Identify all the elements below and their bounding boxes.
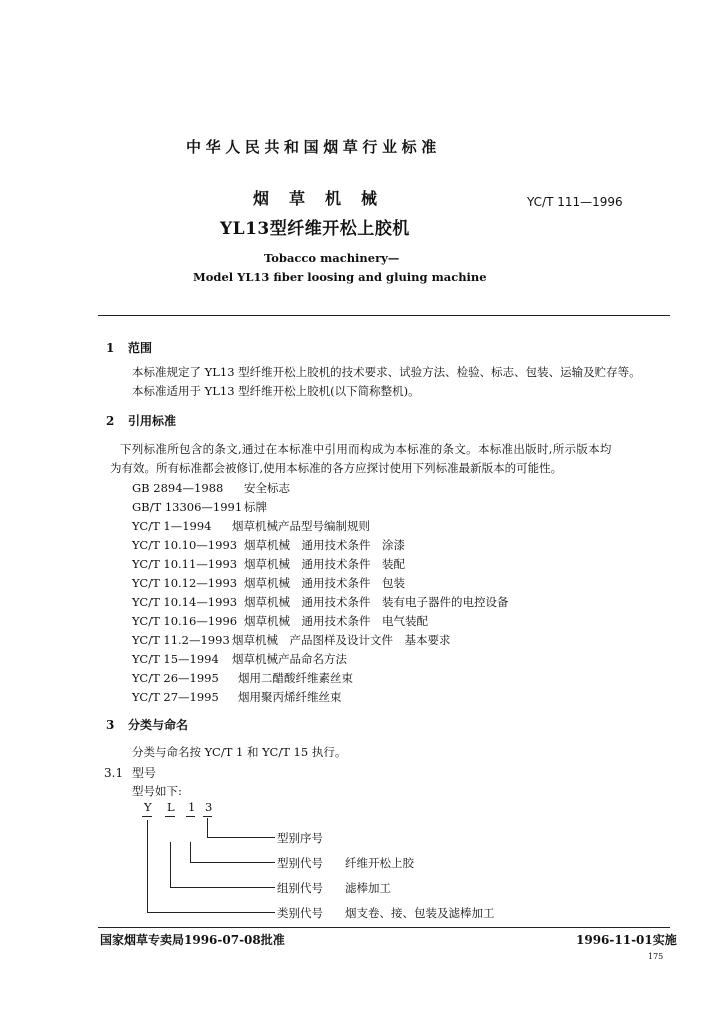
- section-number: 1: [106, 341, 115, 355]
- section-1-para-1: 本标准规定了 YL13 型纤维开松上胶机的技术要求、试验方法、检验、标志、包装、运输及贮存等。: [132, 365, 641, 379]
- reference-item: [132, 632, 451, 648]
- reference-title: 烟草机械 通用技术条件 装配: [244, 557, 405, 571]
- section-3-heading: [106, 716, 188, 733]
- document-title-machine: YL13型纤维开松上胶机: [220, 219, 410, 239]
- reference-code: YC/T 11.2—1993: [132, 633, 230, 647]
- letter-underline: [203, 816, 212, 817]
- section-2-intro-line-1: 下列标准所包含的条文,通过在本标准中引用而构成为本标准的条文。本标准出版时,所示版本均: [120, 442, 612, 456]
- reference-code: YC/T 10.16—1996: [132, 614, 238, 628]
- reference-title: 烟用二醋酸纤维素丝束: [238, 671, 353, 685]
- section-title: 引用标准: [128, 414, 177, 428]
- reference-title: 安全标志: [244, 481, 290, 495]
- section-title: 分类与命名: [128, 718, 189, 732]
- reference-code: YC/T 10.11—1993: [132, 557, 238, 571]
- model-letter: 3: [205, 800, 213, 814]
- header-divider: [98, 315, 670, 316]
- standard-number: YC/T 111—1996: [527, 195, 623, 209]
- model-intro: 型号如下:: [132, 784, 182, 798]
- document-title-category: 烟草机械: [253, 189, 398, 208]
- reference-item: [132, 670, 353, 686]
- reference-title: 烟草机械 通用技术条件 包装: [244, 576, 405, 590]
- reference-code: YC/T 26—1995: [132, 671, 219, 685]
- reference-item: [132, 556, 405, 572]
- reference-item: [132, 689, 342, 705]
- reference-title: 烟草机械产品型号编制规则: [232, 519, 370, 533]
- reference-title: 烟草机械 通用技术条件 涂漆: [244, 538, 405, 552]
- letter-underline: [142, 816, 152, 817]
- reference-code: YC/T 10.14—1993: [132, 595, 238, 609]
- diagram-label-type-serial: 型别序号: [277, 831, 323, 845]
- reference-code: GB 2894—1988: [132, 481, 224, 495]
- section-2-heading: [106, 412, 176, 429]
- reference-code: YC/T 10.12—1993: [132, 576, 238, 590]
- subsection-3-1-heading: [104, 764, 156, 781]
- section-number: 2: [106, 414, 115, 428]
- page-number: 175: [648, 952, 664, 961]
- diagram-label-type-code: 型别代号: [277, 856, 323, 870]
- reference-item: [132, 575, 405, 591]
- reference-code: YC/T 1—1994: [132, 519, 212, 533]
- approval-date: 国家烟草专卖局1996-07-08批准: [100, 933, 285, 947]
- model-letter: Y: [144, 800, 152, 814]
- leader-horizontal: [190, 862, 275, 863]
- section-1-heading: [106, 339, 152, 356]
- reference-title: 标牌: [244, 500, 267, 514]
- model-letter: 1: [188, 800, 196, 814]
- diagram-value-category-code: 烟支卷、接、包装及滤棒加工: [345, 906, 495, 920]
- issuing-agency: 中华人民共和国烟草行业标准: [186, 138, 441, 156]
- diagram-label-group-code: 组别代号: [277, 881, 323, 895]
- reference-code: YC/T 10.10—1993: [132, 538, 238, 552]
- section-1-para-2: 本标准适用于 YL13 型纤维开松上胶机(以下简称整机)。: [132, 384, 420, 398]
- leader-horizontal: [170, 887, 275, 888]
- reference-item: [132, 518, 370, 534]
- footer-divider: [98, 927, 670, 928]
- reference-title: 烟用聚丙烯纤维丝束: [238, 690, 342, 704]
- leader-horizontal: [147, 912, 275, 913]
- reference-item: [132, 613, 428, 629]
- leader-horizontal: [207, 837, 275, 838]
- model-letter: L: [167, 800, 175, 814]
- diagram-value-type-code: 纤维开松上胶: [345, 856, 414, 870]
- reference-item: [132, 537, 405, 553]
- section-number: 3: [106, 718, 115, 732]
- subsection-title: 型号: [132, 766, 157, 780]
- diagram-label-category-code: 类别代号: [277, 906, 323, 920]
- diagram-value-group-code: 滤棒加工: [345, 881, 391, 895]
- reference-item: [132, 594, 509, 610]
- reference-code: YC/T 15—1994: [132, 652, 219, 666]
- leader-vertical: [207, 818, 208, 837]
- leader-vertical: [170, 842, 171, 887]
- reference-item: [132, 499, 267, 515]
- letter-underline: [165, 816, 175, 817]
- subsection-number: 3.1: [104, 766, 124, 780]
- leader-vertical: [190, 842, 191, 862]
- leader-vertical: [147, 820, 148, 912]
- reference-item: [132, 651, 347, 667]
- reference-item: [132, 480, 290, 496]
- reference-title: 烟草机械 通用技术条件 电气装配: [244, 614, 428, 628]
- reference-title: 烟草机械 通用技术条件 装有电子器件的电控设备: [244, 595, 509, 609]
- reference-code: GB/T 13306—1991: [132, 500, 243, 514]
- letter-underline: [186, 816, 195, 817]
- english-title-line1: Tobacco machinery—: [264, 251, 400, 265]
- reference-code: YC/T 27—1995: [132, 690, 219, 704]
- implementation-date: 1996-11-01实施: [576, 933, 677, 947]
- section-2-intro-line-2: 为有效。所有标准都会被修订,使用本标准的各方应探讨使用下列标准最新版本的可能性。: [110, 461, 563, 475]
- section-3-para: 分类与命名按 YC/T 1 和 YC/T 15 执行。: [132, 745, 347, 759]
- reference-title: 烟草机械 产品图样及设计文件 基本要求: [232, 633, 451, 647]
- reference-title: 烟草机械产品命名方法: [232, 652, 347, 666]
- english-title-line2: Model YL13 fiber loosing and gluing machine: [193, 270, 487, 284]
- section-title: 范围: [128, 341, 153, 355]
